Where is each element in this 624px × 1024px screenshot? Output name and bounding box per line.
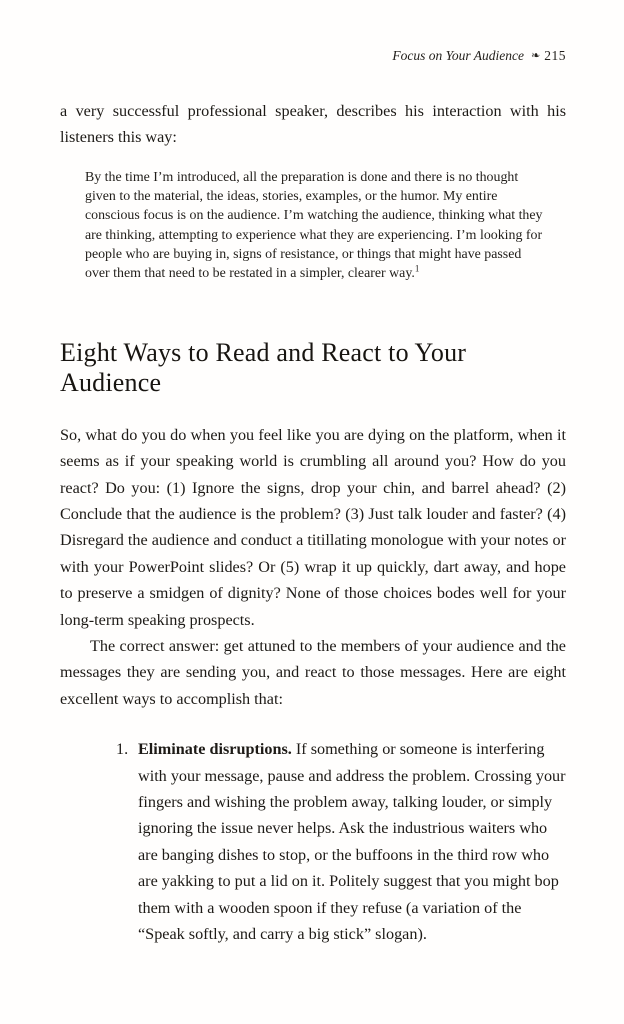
- page-number: 215: [544, 48, 566, 63]
- list-item-body: [138, 736, 566, 947]
- block-quote-text: By the time I’m introduced, all the preparation is done and there is no thought given to the material, the ideas, stories, examples, or the humor. My entire conscious focus is on the audience. I’m watching the audience, thinking what they are thinking, attempting to experience what they are experiencing. I’m looking for people who are buying in, signs of resistance, or things that might have passed over them that need to be restated in a simpler, clearer way.: [85, 169, 543, 282]
- numbered-list: [60, 736, 566, 947]
- list-item-text: If something or someone is interfering with your message, pause and address the problem. Crossing your fingers and wishing the problem away, talking louder, or simply ignoring the issue never helps. Ask the industrious waiters who are banging dishes to stop, or the buffoons in the third row who are yakking to put a lid on it. Politely suggest that you might bop them with a wooden spoon if they refuse (a variation of the “Speak softly, and carry a big stick” slogan).: [138, 740, 566, 944]
- paragraph-correct-answer: The correct answer: get attuned to the members of your audience and the messages they are sending you, and react to those messages. Here are eight excellent ways to accomplish that:: [60, 637, 566, 708]
- intro-paragraph: a very successful professional speaker, describes his interaction with his listeners this way:: [60, 102, 566, 147]
- block-quote: [85, 168, 546, 284]
- list-item-number: 1.: [116, 740, 129, 759]
- fleuron-icon: ❧: [531, 49, 541, 62]
- paragraph-eight-ways: So, what do you do when you feel like you are dying on the platform, when it seems as if your speaking world is crumbling all around you? How do you react? Do you: (1) Ignore the signs, drop your chin, and barrel ahead? (2) Conclude that the audience is the problem? (3) Just talk louder and faster? (4) Disregard the audience and conduct a titillating monologue with your notes or with your PowerPoint slides? Or (5) wrap it up quickly, dart away, and hope to preserve a smidgen of dignity? None of those choices bodes well for your long-term speaking prospects.: [60, 425, 566, 629]
- list-item-lead: Eliminate disruptions.: [138, 740, 292, 759]
- list-item: [60, 736, 566, 947]
- section-heading: Eight Ways to Read and React to Your Audience: [60, 337, 467, 397]
- running-head: [60, 48, 566, 64]
- footnote-marker: 1: [414, 263, 420, 274]
- running-title: Focus on Your Audience: [392, 48, 525, 63]
